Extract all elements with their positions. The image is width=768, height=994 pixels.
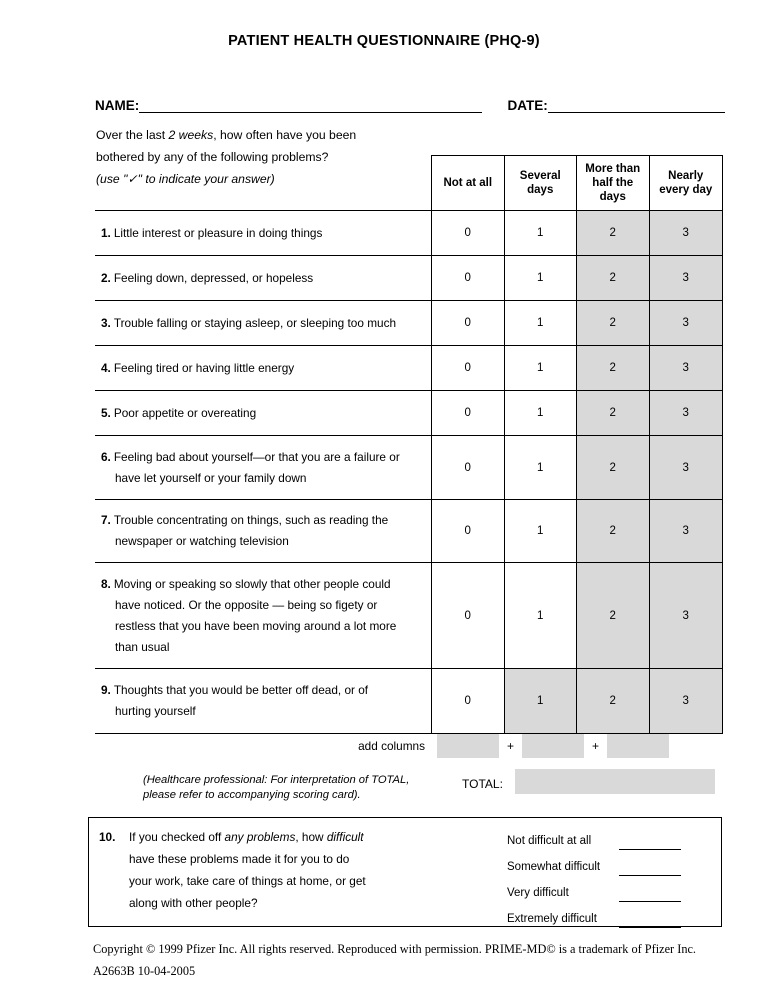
score-cell-8-3[interactable]: 3 [650,563,723,668]
question-line-8-3: restless that you have been moving around a lot more [115,618,397,633]
table-row [95,346,723,391]
question-10-line-3: your work, take care of things at home, or get [129,874,366,888]
question-text-3 [95,301,431,345]
plus-sign-2: + [591,739,599,753]
score-cells-1 [431,211,723,255]
question-number-5: 5. [101,405,111,420]
question-line-8-2: have noticed. Or the opposite — being so figety or [115,597,378,612]
score-cells-8 [431,563,723,668]
column-header-nearly-every-day-line-2: every day [659,184,713,196]
add-columns-box-3[interactable] [607,734,669,758]
score-cells-3 [431,301,723,345]
score-cell-8-2[interactable]: 2 [577,563,650,668]
table-row [95,211,723,256]
question-number-6: 6. [101,449,111,464]
question-text-1 [95,211,431,255]
healthcare-note-line-2: please refer to accompanying scoring card). [143,788,361,801]
column-header-not-at-all-line-1: Not at all [443,177,493,189]
add-columns-row [95,731,723,761]
question-text-10 [99,826,499,914]
healthcare-professional-note [143,773,455,802]
score-cell-3-0[interactable]: 0 [432,301,505,345]
question-line-5-1: Poor appetite or overeating [113,405,257,420]
score-cell-1-3[interactable]: 3 [650,211,723,255]
question-text-4 [95,346,431,390]
difficulty-answer-line-1[interactable] [619,833,681,850]
score-cells-7 [431,500,723,562]
difficulty-option-row [507,876,711,902]
footer [93,938,733,982]
column-header-more-than-half-line-1: More than [585,163,641,175]
name-label: NAME: [95,98,140,113]
question-line-8-4: than usual [115,639,170,654]
question-line-8-1: Moving or speaking so slowly that other people could [113,576,391,591]
score-cell-7-0[interactable]: 0 [432,500,505,562]
phq9-question-table [95,155,723,734]
name-input-line[interactable] [139,99,482,113]
name-date-row [95,93,725,113]
question-line-7-1: Trouble concentrating on things, such as reading the [113,513,389,527]
score-cell-6-2[interactable]: 2 [577,436,650,499]
healthcare-note-line-1: (Healthcare professional: For interpretation of TOTAL, [143,774,410,786]
column-header-more-than-half-line-2: half the [592,177,634,189]
question-text-5 [95,391,431,435]
column-header-several-days-line-2: days [527,184,554,196]
score-cells-5 [431,391,723,435]
score-cell-6-1[interactable]: 1 [505,436,578,499]
question-text-2 [95,256,431,300]
score-cell-4-3[interactable]: 3 [650,346,723,390]
question-line-2-1: Feeling down, depressed, or hopeless [113,270,314,285]
instructions-line-1 [96,124,426,146]
question-text-8 [95,563,431,668]
total-value-box[interactable] [515,769,715,794]
instructions-line-1-a: Over the last [96,128,169,142]
score-cell-9-1[interactable]: 1 [505,669,578,733]
table-header-score-columns [431,155,723,210]
question-line-1-1: Little interest or pleasure in doing things [113,225,323,240]
column-header-several-days-line-1: Several [519,170,561,182]
score-cell-3-2[interactable]: 2 [577,301,650,345]
question-number-9: 9. [101,683,111,697]
question-line-9-1: Thoughts that you would be better off dead, or of [113,683,369,697]
difficulty-label-somewhat-difficult: Somewhat difficult [507,861,601,873]
score-cell-5-1[interactable]: 1 [505,391,578,435]
score-cell-9-0[interactable]: 0 [432,669,505,733]
add-columns-box-1[interactable] [437,734,499,758]
date-input-line[interactable] [548,99,725,113]
total-label: TOTAL: [462,777,503,791]
question-text-9 [95,669,431,733]
score-cell-2-0[interactable]: 0 [432,256,505,300]
column-header-more-than-half-line-3: days [599,191,626,203]
question-text-7 [95,500,431,562]
difficulty-answer-line-2[interactable] [619,859,681,876]
add-columns-box-2[interactable] [522,734,584,758]
score-cell-9-3[interactable]: 3 [650,669,723,733]
page-title: PATIENT HEALTH QUESTIONNAIRE (PHQ-9) [228,33,540,49]
table-header-row [95,155,723,211]
score-cells-9 [431,669,723,733]
question-line-6-2: have let yourself or your family down [115,470,307,485]
question-10-line-4: along with other people? [129,896,258,910]
question-10-line-2: have these problems made it for you to do [129,852,350,866]
difficulty-label-not-difficult-at-all: Not difficult at all [507,835,592,847]
score-cell-9-2[interactable]: 2 [577,669,650,733]
question-line-7-2: newspaper or watching television [115,534,289,548]
score-cell-1-1[interactable]: 1 [505,211,578,255]
score-cell-3-3[interactable]: 3 [650,301,723,345]
difficulty-options-list [507,824,711,928]
score-cell-3-1[interactable]: 1 [505,301,578,345]
score-cell-2-3[interactable]: 3 [650,256,723,300]
table-row [95,436,723,500]
question-line-4-1: Feeling tired or having little energy [113,360,295,375]
question-number-3: 3. [101,315,111,330]
difficulty-answer-line-4[interactable] [619,911,681,928]
score-cell-4-1[interactable]: 1 [505,346,578,390]
question-number-1: 1. [101,225,111,240]
question-line-9-2: hurting yourself [115,704,196,718]
table-row [95,391,723,436]
question-number-10: 10. [99,830,116,844]
score-cells-4 [431,346,723,390]
instructions-line-2: bothered by any of the following problems? [96,150,329,164]
score-cells-6 [431,436,723,499]
score-cell-7-2[interactable]: 2 [577,500,650,562]
question-number-4: 4. [101,360,111,375]
difficulty-option-row [507,850,711,876]
difficulty-option-row [507,902,711,928]
score-cell-8-0[interactable]: 0 [432,563,505,668]
question-10-line-1 [129,826,499,848]
question-10-emphasis-any-problems: any problems [224,830,296,844]
difficulty-option-row [507,824,711,850]
table-row [95,301,723,346]
score-cell-7-1[interactable]: 1 [505,500,578,562]
score-cell-7-3[interactable]: 3 [650,500,723,562]
column-header-more-than-half-the-days [577,156,650,210]
question-10-emphasis-difficult: difficult [326,830,364,844]
score-cell-6-3[interactable]: 3 [650,436,723,499]
difficulty-label-very-difficult: Very difficult [507,887,569,899]
column-header-nearly-every-day-line-1: Nearly [668,170,704,182]
question-number-8: 8. [101,576,111,591]
question-line-3-1: Trouble falling or staying asleep, or sleeping too much [113,315,397,330]
question-number-2: 2. [101,270,111,285]
question-number-7: 7. [101,513,111,527]
score-cell-5-3[interactable]: 3 [650,391,723,435]
column-header-not-at-all [432,156,505,210]
score-cell-2-1[interactable]: 1 [505,256,578,300]
instructions-line-1-b: , how often have you been [213,128,357,142]
score-cell-4-0[interactable]: 0 [432,346,505,390]
table-row [95,256,723,301]
table-row [95,669,723,734]
score-cell-5-0[interactable]: 0 [432,391,505,435]
table-row [95,563,723,669]
question-10-line-1-a: If you checked off [129,830,225,844]
add-columns-label: add columns [358,739,425,753]
date-label: DATE: [507,98,548,113]
score-cell-1-2[interactable]: 2 [577,211,650,255]
difficulty-answer-line-3[interactable] [619,885,681,902]
column-header-nearly-every-day [650,156,723,210]
question-10-box [88,817,722,927]
score-cells-2 [431,256,723,300]
column-header-several-days [505,156,578,210]
score-cell-8-1[interactable]: 1 [505,563,578,668]
score-cell-1-0[interactable]: 0 [432,211,505,255]
difficulty-label-extremely-difficult: Extremely difficult [507,913,597,925]
plus-sign-1: + [506,739,514,753]
score-cell-5-2[interactable]: 2 [577,391,650,435]
question-line-6-1: Feeling bad about yourself—or that you are a failure or [113,449,400,464]
score-cell-6-0[interactable]: 0 [432,436,505,499]
instructions-line-3: (use "✓" to indicate your answer) [96,172,275,186]
score-cell-4-2[interactable]: 2 [577,346,650,390]
copyright-line: Copyright © 1999 Pfizer Inc. All rights reserved. Reproduced with permission. PRIME-MD© is a trademark of Pfizer Inc. [93,942,697,956]
document-code-line: A2663B 10-04-2005 [93,964,196,978]
table-row [95,500,723,563]
score-cell-2-2[interactable]: 2 [577,256,650,300]
question-text-6 [95,436,431,499]
table-header-blank-cell [95,155,431,210]
instructions-emphasis-2weeks: 2 weeks [168,128,214,142]
question-10-line-1-b: , how [295,830,327,844]
